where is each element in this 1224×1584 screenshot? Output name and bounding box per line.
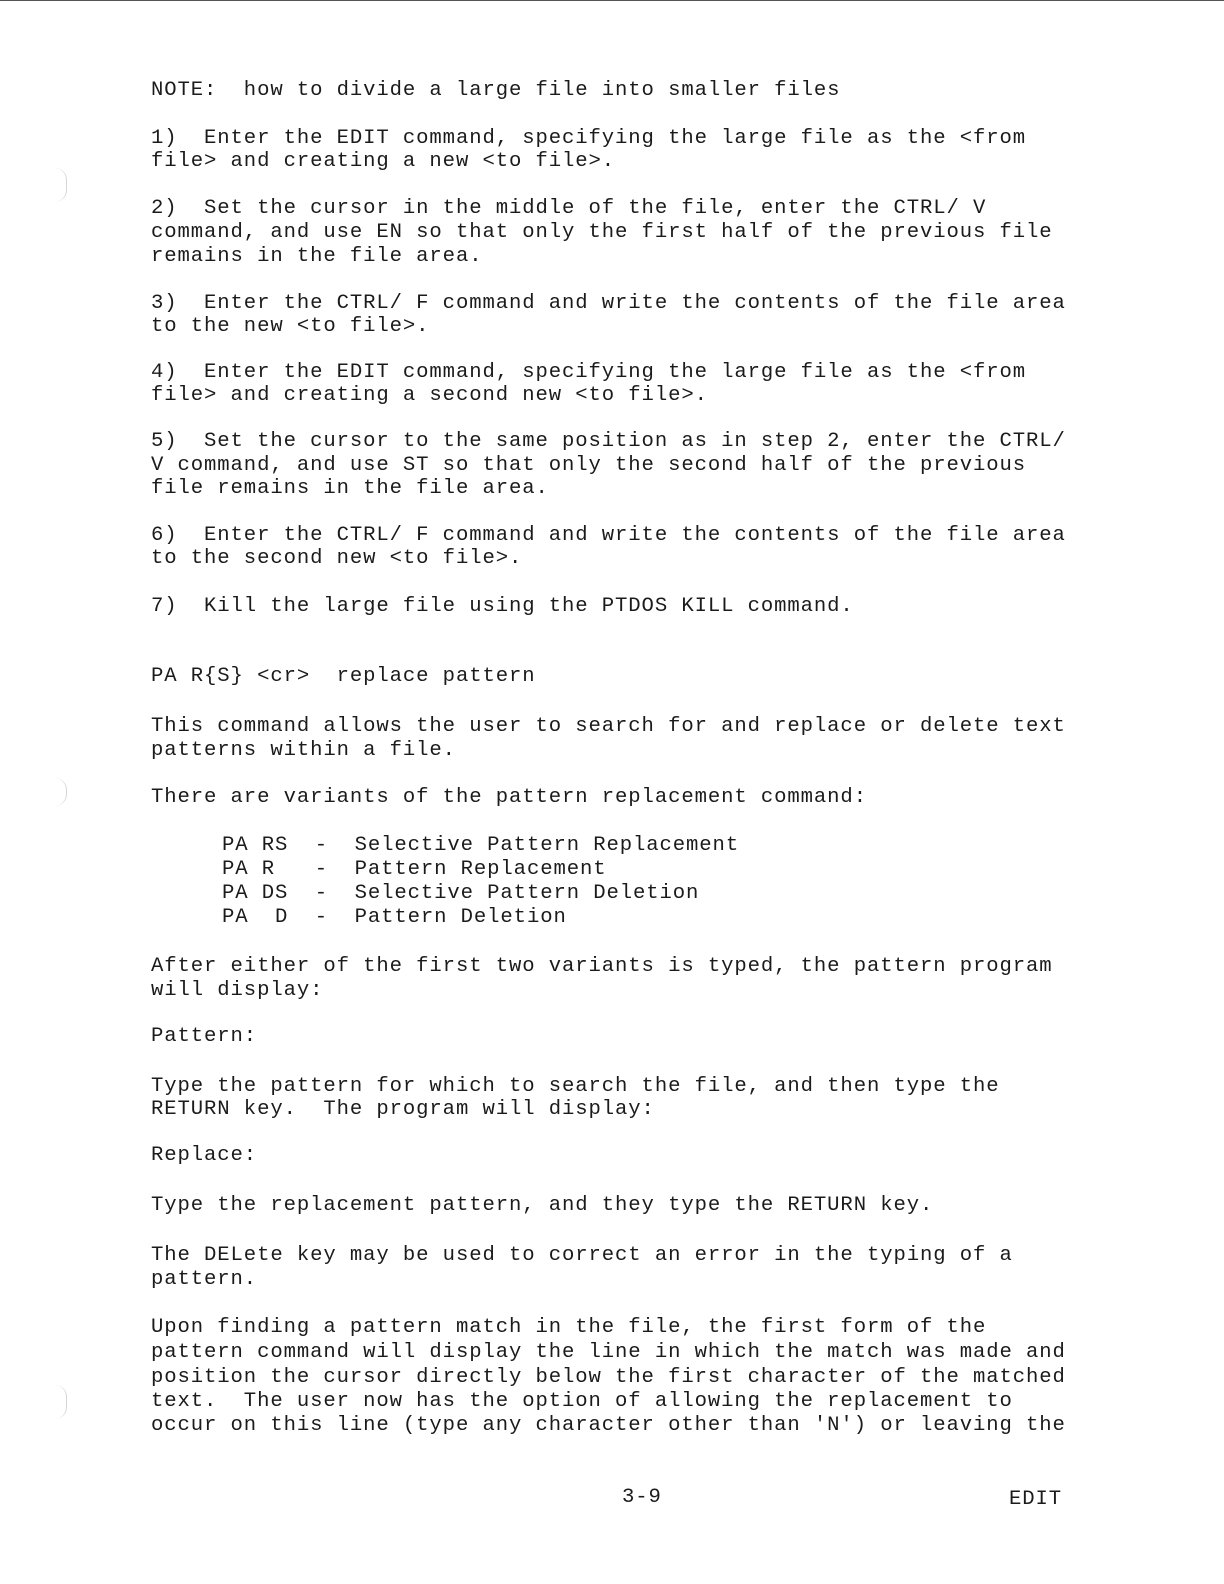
paragraph-line: RETURN key. The program will display:	[151, 1098, 655, 1121]
variants-intro: There are variants of the pattern replacement command:	[151, 786, 867, 809]
paragraph-line: Upon finding a pattern match in the file, the first form of the	[151, 1316, 987, 1339]
variant-row: PA RS - Selective Pattern Replacement	[222, 834, 740, 857]
chapter-label: EDIT	[1009, 1488, 1063, 1511]
binder-hole-mark	[52, 1385, 67, 1419]
page-top-border	[0, 0, 1224, 1]
page-number: 3-9	[622, 1486, 662, 1509]
pattern-prompt: Pattern:	[151, 1025, 258, 1048]
variant-row: PA DS - Selective Pattern Deletion	[222, 882, 700, 905]
step-line: file> and creating a new <to file>.	[151, 150, 616, 173]
intro-line: patterns within a file.	[151, 739, 456, 762]
intro-line: This command allows the user to search for and replace or delete text	[151, 715, 1066, 738]
step-line: 6) Enter the CTRL/ F command and write the contents of the file area	[151, 524, 1066, 547]
binder-hole-mark	[52, 778, 67, 806]
step-line: 3) Enter the CTRL/ F command and write the contents of the file area	[151, 292, 1066, 315]
step-line: V command, and use ST so that only the second half of the previous	[151, 454, 1027, 477]
step-line: 1) Enter the EDIT command, specifying the large file as the <from	[151, 127, 1027, 150]
step-line: 5) Set the cursor to the same position as in step 2, enter the CTRL/	[151, 430, 1066, 453]
step-line: remains in the file area.	[151, 245, 483, 268]
section-heading: PA R{S} <cr> replace pattern	[151, 665, 536, 688]
paragraph-line: pattern.	[151, 1268, 258, 1291]
paragraph-line: The DELete key may be used to correct an error in the typing of a	[151, 1244, 1013, 1267]
step-line: 2) Set the cursor in the middle of the file, enter the CTRL/ V	[151, 197, 987, 220]
binder-hole-mark	[52, 168, 67, 202]
variant-row: PA R - Pattern Replacement	[222, 858, 607, 881]
paragraph-line: text. The user now has the option of allowing the replacement to	[151, 1390, 1013, 1413]
step-line: 4) Enter the EDIT command, specifying the large file as the <from	[151, 361, 1027, 384]
step-line: file> and creating a second new <to file>.	[151, 384, 708, 407]
paragraph-line: pattern command will display the line in which the match was made and	[151, 1341, 1066, 1364]
step-line: file remains in the file area.	[151, 477, 549, 500]
paragraph-line: After either of the first two variants is typed, the pattern program	[151, 955, 1053, 978]
paragraph-line: will display:	[151, 979, 324, 1002]
step-line: to the second new <to file>.	[151, 547, 523, 570]
step-line: to the new <to file>.	[151, 315, 430, 338]
paragraph-line: Type the pattern for which to search the file, and then type the	[151, 1075, 1000, 1098]
note-title: NOTE: how to divide a large file into smaller files	[151, 79, 841, 102]
paragraph-line: occur on this line (type any character other than 'N') or leaving the	[151, 1414, 1066, 1437]
step-line: 7) Kill the large file using the PTDOS KILL command.	[151, 595, 854, 618]
paragraph-line: position the cursor directly below the first character of the matched	[151, 1366, 1066, 1389]
variant-row: PA D - Pattern Deletion	[222, 906, 567, 929]
replace-prompt: Replace:	[151, 1144, 258, 1167]
step-line: command, and use EN so that only the first half of the previous file	[151, 221, 1053, 244]
paragraph-line: Type the replacement pattern, and they type the RETURN key.	[151, 1194, 934, 1217]
